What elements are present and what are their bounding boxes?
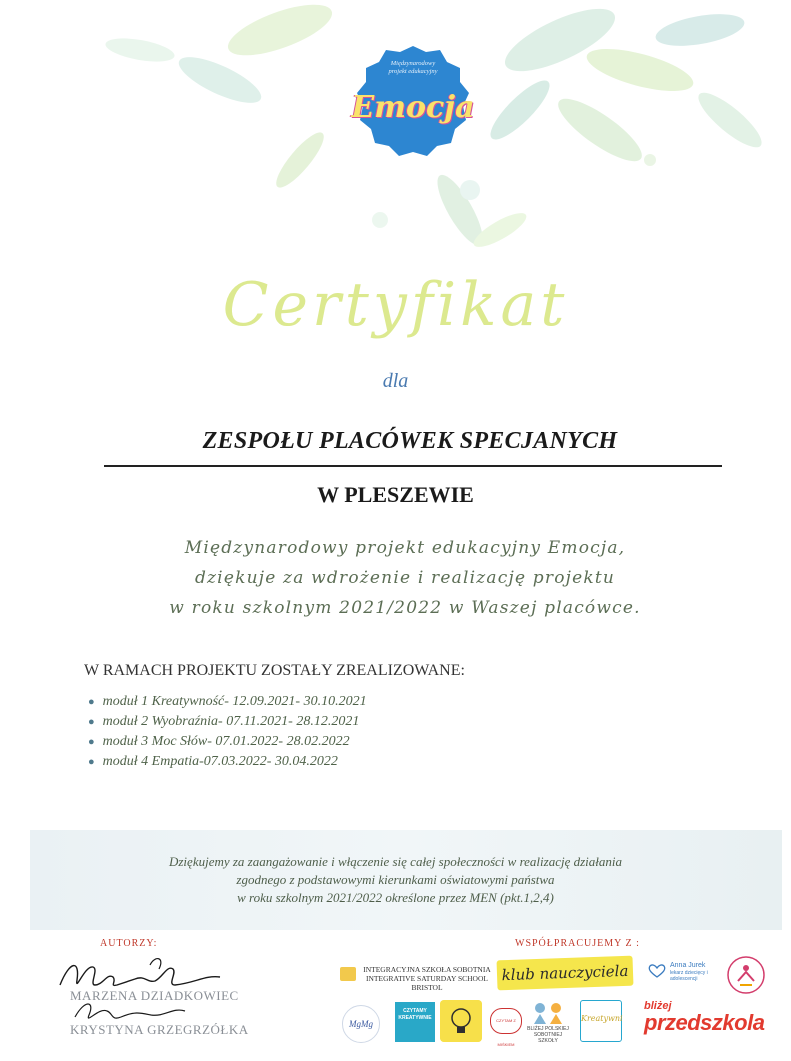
list-item [88,752,367,772]
book-icon [340,967,356,981]
author-name: MARZENA DZIADKOWIEC [70,988,239,1003]
for-label: dla [382,370,409,392]
anna-jurek-name: Anna Jurek [670,962,706,969]
round-badge-logo [726,955,766,995]
blizej-top-text: bliżej [644,1000,672,1012]
klub-nauczyciela-logo [497,956,634,991]
list-item [88,712,367,732]
logo-top-line-2: projekt edukacyjny [388,68,438,75]
list-item [88,732,367,752]
logo-top-line-1: Międzynarodowy [390,60,436,67]
logo-word: Emocja [351,90,475,125]
acknowledgement-line: Dziękujemy za zaangażowanie i włączenie się całej społeczności w realizację działania [168,854,622,869]
czytam-logo [490,1008,522,1047]
recipient-city: W PLESZEWIE [317,482,474,507]
mgm-text: MgMg [349,1019,373,1029]
author-name: KRYSTYNA GRZEGRZÓŁKA [70,1022,249,1037]
authors-label: AUTORZY: [100,938,158,949]
klub-text: klub nauczyciela [501,961,629,985]
module-text: moduł 2 Wyobraźnia- 07.11.2021- 28.12.2021 [102,714,360,729]
acknowledgement-line: w roku szkolnym 2021/2022 określone przez MEN (pkt.1,2,4) [237,890,554,905]
kreatywni-text: Kreatywni [581,1014,623,1023]
list-item [88,692,367,712]
module-text: moduł 3 Moc Słów- 07.01.2022- 28.02.2022 [102,734,350,749]
blizej-przedszkola-logo [640,1000,765,1040]
module-text: moduł 1 Kreatywność- 12.09.2021- 30.10.2021 [102,694,367,709]
acknowledgement-line: zgodnego z podstawowymi kierunkami oświatowymi państwa [236,872,555,887]
thanks-line: w roku szkolnym 2021/2022 w Waszej placówce. [169,598,641,618]
iss-line: INTEGRATIVE SATURDAY SCHOOL [366,974,488,983]
figures-icon [524,1000,572,1026]
bullet-icon: ● [88,716,95,728]
modules-list [88,692,367,772]
thanks-paragraph [0,533,791,623]
emocja-logo [348,38,478,168]
divider-line [104,465,722,467]
iss-line: INTEGRACYJNA SZKOŁA SOBOTNIA [363,965,491,974]
czytamy-logo [395,1002,435,1042]
module-text: moduł 4 Empatia-07.03.2022- 30.04.2022 [102,754,338,769]
bullet-icon: ● [88,756,95,768]
lightbulb-logo [440,1000,482,1042]
bullet-icon: ● [88,696,95,708]
kreatywni-logo [580,1000,622,1042]
acknowledgement-text [0,853,791,907]
partners-label: WSPÓŁPRACUJEMY Z : [515,938,640,949]
bullet-icon: ● [88,736,95,748]
thanks-line: Międzynarodowy projekt edukacyjny Emocja, [184,538,626,558]
thanks-line: dziękuje za wdrożenie i realizację projektu [194,568,616,588]
blizej-szkoly-logo [524,1000,572,1042]
blizej-szkoly-text: BLIŻEJ POLSKIEJ SOBOTNIEJ SZKOŁY [527,1026,569,1044]
anna-jurek-sub: lekarz dziecięcy i adolescencji [670,970,708,982]
certificate-title: Certyfikat [222,270,569,340]
blizej-bottom-text: przedszkola [644,1010,765,1035]
modules-heading: W RAMACH PROJEKTU ZOSTAŁY ZREALIZOWANE: [84,662,465,679]
czytam-text: CZYTAM Z MIŚKIEM [496,1018,516,1047]
iss-line: BRISTOL [411,983,443,992]
heart-icon [648,964,666,978]
recipient-name: ZESPOŁU PLACÓWEK SPECJANYCH [202,428,618,454]
mgm-logo [342,1005,380,1043]
book-text: CZYTAMY KREATYWNIE [398,1008,432,1021]
